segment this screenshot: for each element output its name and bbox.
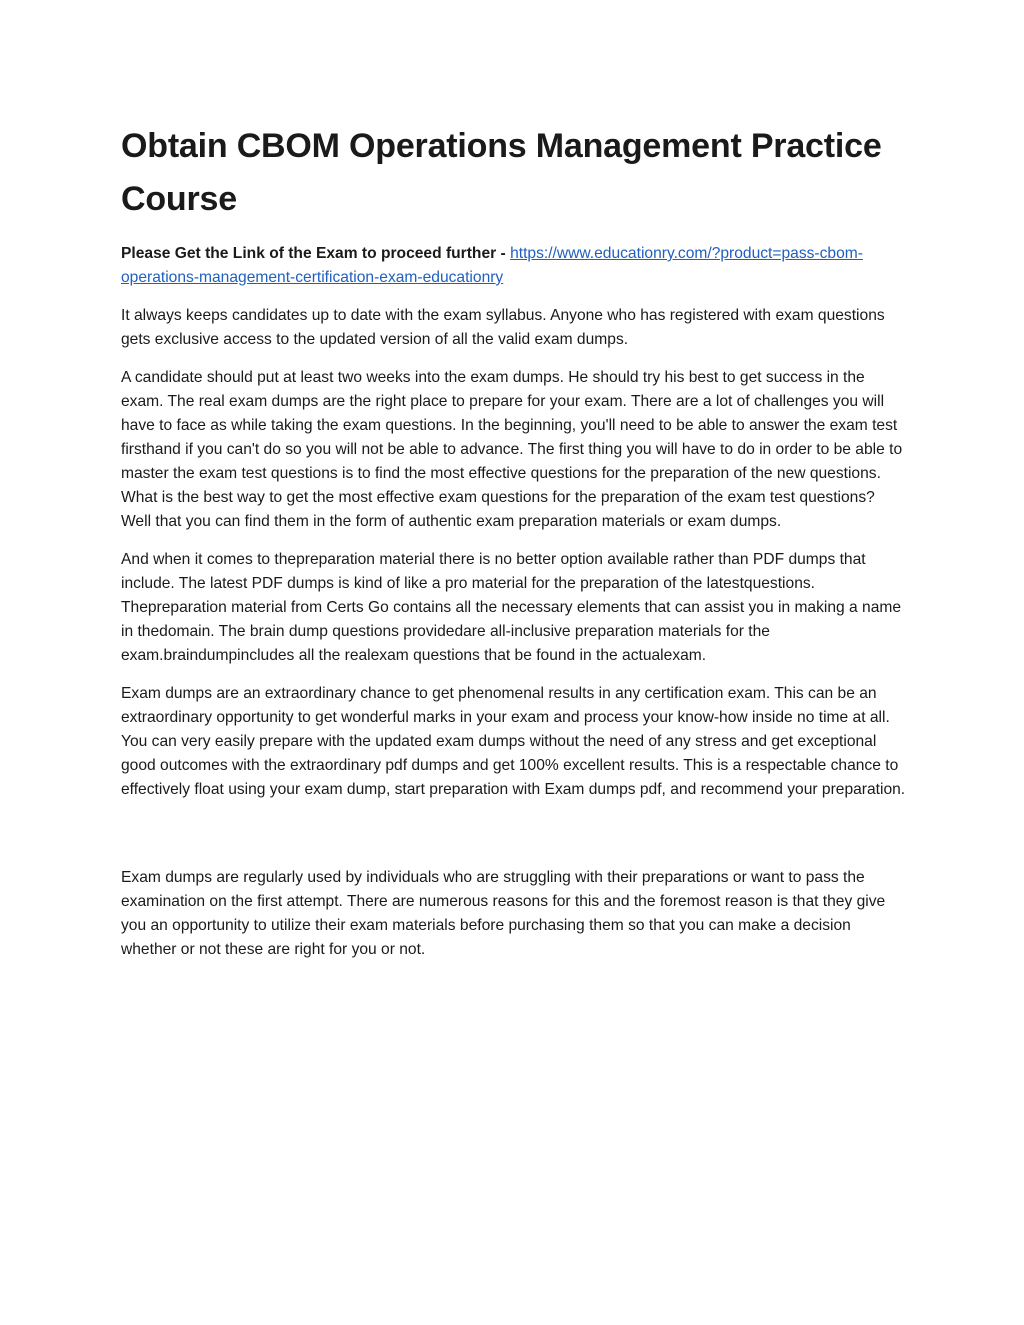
body-paragraph-1: It always keeps candidates up to date with the exam syllabus. Anyone who has registered with exam questions gets exclusive access to the updated version of all the valid exam dumps. — [121, 307, 885, 348]
body-paragraph-5: Exam dumps are regularly used by individuals who are struggling with their preparations or want to pass the examination on the first attempt. There are numerous reasons for this and the foremost reason is that they give you an opportunity to utilize their exam materials before purchasing them so that you can make a decision whether or not these are right for you or not. — [121, 869, 886, 958]
document-page — [121, 120, 906, 976]
body-paragraph-3: And when it comes to thepreparation material there is no better option available rather than PDF dumps that include. The latest PDF dumps is kind of like a pro material for the preparation of the latestquestions. Thepreparation material from Certs Go contains all the necessary elements that can assist you in making a name in thedomain. The brain dump questions providedare all-inclusive preparation materials for the exam.braindumpincludes all the realexam questions that be found in the actualexam. — [121, 551, 902, 664]
body-paragraph-4: Exam dumps are an extraordinary chance to get phenomenal results in any certification exam. This can be an extraordinary opportunity to get wonderful marks in your exam and process your know-how inside no time at all. You can very easily prepare with the updated exam dumps without the need of any stress and get exceptional good outcomes with the extraordinary pdf dumps and get 100% excellent results. This is a respectable chance to effectively float using your exam dump, start preparation with Exam dumps pdf, and recommend your preparation. — [121, 685, 906, 798]
body-paragraph-2: A candidate should put at least two weeks into the exam dumps. He should try his best to get success in the exam. The real exam dumps are the right place to prepare for your exam. There are a lot of challenges you will have to face as while taking the exam questions. In the beginning, you'll need to be able to answer the exam test firsthand if you can't do so you will not be able to advance. The first thing you will have to do in order to be able to master the exam test questions is to find the most effective questions for the preparation of the new questions. What is the best way to get the most effective exam questions for the preparation of the exam test questions? Well that you can find them in the form of authentic exam preparation materials or exam dumps. — [121, 369, 903, 530]
exam-link[interactable]: https://www.educationry.com/?product=pass-cbom-operations-management-certification-exam-educationry — [121, 245, 863, 286]
lead-paragraph — [121, 242, 906, 290]
page-title: Obtain CBOM Operations Management Practice Course — [121, 127, 882, 218]
paragraph-spacer — [121, 816, 906, 866]
lead-label: Please Get the Link of the Exam to proceed further - — [121, 245, 511, 262]
